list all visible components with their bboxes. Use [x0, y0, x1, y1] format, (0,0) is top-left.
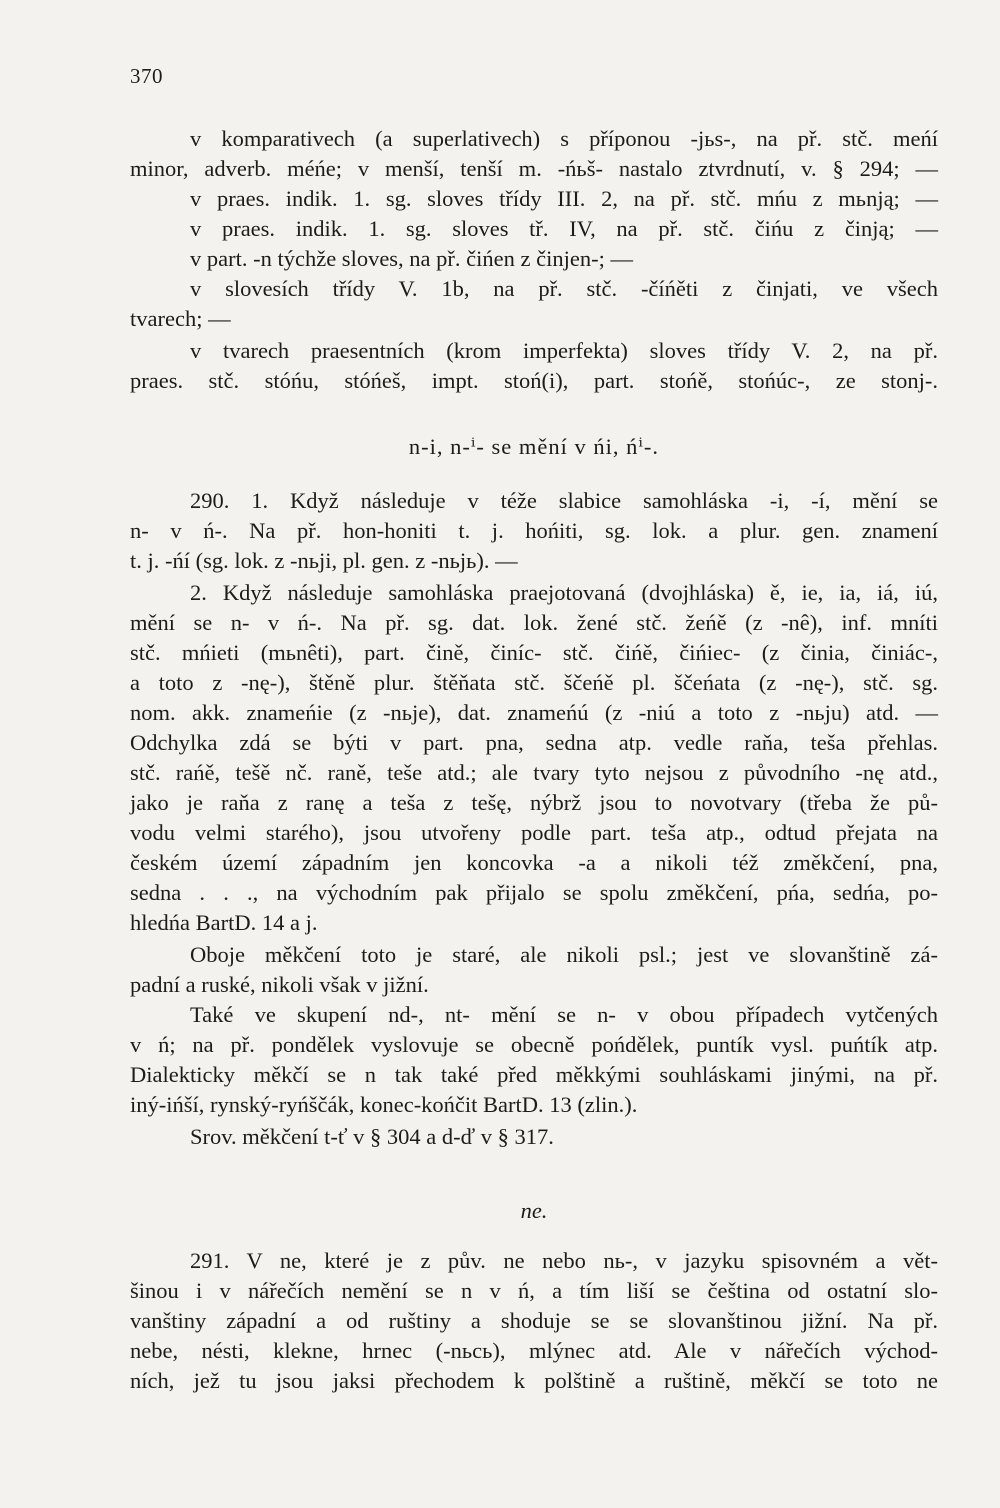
text-line: Srov. měkčení t-ť v § 304 a d-ď v § 317.: [190, 1124, 554, 1149]
section-heading: n-i, n-ⁱ- se mění v ńi, ńⁱ-.: [408, 434, 660, 459]
text-line: stč. mńieti (mьnêti), part. čině, činíc- stč. čińě, čińiec- (z činia, činiác-,: [130, 640, 938, 665]
text-line: ních, jež tu jsou jaksi přechodem k polštině a ruštině, měkčí se toto ne: [130, 1368, 938, 1393]
text-line: nom. akk. znameńie (z -nьje), dat. znameńú (z -niú a toto z -nьju) atd. —: [130, 700, 938, 725]
text-line: praes. stč. stóńu, stóńeš, impt. stoń(i), part. stońě, stońúc-, ze stonj-.: [130, 368, 938, 393]
text-line: a toto z -nę-), štěně plur. štěňata stč. ščeńě pl. ščeńata (z -nę-), stč. sg.: [130, 670, 938, 695]
text-line: v komparativech (a superlativech) s příponou -jьs-, na př. stč. meńí: [190, 126, 938, 151]
text-line: v tvarech praesentních (krom imperfekta) sloves třídy V. 2, na př.: [190, 338, 938, 363]
text-line: n- v ń-. Na př. hon-honiti t. j. hońiti, sg. lok. a plur. gen. znamení: [130, 518, 938, 543]
text-line: českém území západním jen koncovka -a a nikoli též změkčení, pna,: [130, 850, 938, 875]
text-line: nebe, nésti, klekne, hrnec (-nьcь), mlýnec atd. Ale v nářečích východ-: [130, 1338, 938, 1363]
text-line: mění se n- v ń-. Na př. sg. dat. lok. žené stč. žeńě (z -nê), inf. mníti: [130, 610, 938, 635]
text-line: šinou i v nářečích nemění se n v ń, a tím liší se čeština od ostatní slo-: [130, 1278, 938, 1303]
text-line: stč. rańě, tešě nč. raně, teše atd.; ale tvary tyto nejsou z původního -nę atd.,: [130, 760, 938, 785]
text-line: Také ve skupení nd-, nt- mění se n- v obou případech vytčených: [190, 1002, 938, 1027]
text-line: iný-ińší, rynský-ryńščák, konec-końčit BartD. 13 (zlin.).: [130, 1092, 638, 1117]
text-line: 2. Když následuje samohláska praejotovaná (dvojhláska) ě, ie, ia, iá, iú,: [190, 580, 938, 605]
text-line: t. j. -ńí (sg. lok. z -nьji, pl. gen. z -nьjь). —: [130, 548, 518, 573]
paragraph-290-line: 290. 1. Když následuje v téže slabice samohláska -i, -í, mění se: [190, 488, 938, 513]
text-line: v ń; na př. pondělek vyslovuje se obecně pońdělek, puntík vysl. puńtík atp.: [130, 1032, 938, 1057]
section-heading: ne.: [520, 1198, 548, 1223]
text-line: vodu velmi starého), jsou utvořeny podle part. teša atp., odtud přejata na: [130, 820, 938, 845]
text-line: minor, adverb. méńe; v menší, tenší m. -ńьš- nastalo ztvrdnutí, v. § 294; —: [130, 156, 938, 181]
text-line: sedna . . ., na východním pak přijalo se spolu změkčení, pńa, sedńa, po-: [130, 880, 938, 905]
text-line: Odchylka zdá se býti v part. pna, sedna atp. vedle raňa, teša přehlas.: [130, 730, 938, 755]
text-line: jako je raňa z ranę a teša z tešę, nýbrž jsou to novotvary (třeba že pů-: [130, 790, 938, 815]
text-line: vanštiny západní a od ruštiny a shoduje se se slovanštinou jižní. Na př.: [130, 1308, 938, 1333]
text-line: tvarech; —: [130, 306, 231, 331]
text-line: Dialekticky měkčí se n tak také před měkkými souhláskami jinými, na př.: [130, 1062, 938, 1087]
paragraph-291-line: 291. V ne, které je z pův. ne nebo nь-, v jazyku spisovném a vět-: [190, 1248, 938, 1273]
text-line: v praes. indik. 1. sg. sloves tř. IV, na př. stč. čińu z činją; —: [190, 216, 938, 241]
text-line: v part. -n týchže sloves, na př. čińen z činjen-; —: [190, 246, 633, 271]
text-line: Oboje měkčení toto je staré, ale nikoli psl.; jest ve slovanštině zá-: [190, 942, 938, 967]
text-line: hledńa BartD. 14 a j.: [130, 910, 318, 935]
page-number: 370: [130, 64, 163, 88]
text-line: v praes. indik. 1. sg. sloves třídy III. 2, na př. stč. mńu z mьnją; —: [190, 186, 938, 211]
text-line: v slovesích třídy V. 1b, na př. stč. -číńěti z činjati, ve všech: [190, 276, 938, 301]
text-line: padní a ruské, nikoli však v jižní.: [130, 972, 429, 997]
